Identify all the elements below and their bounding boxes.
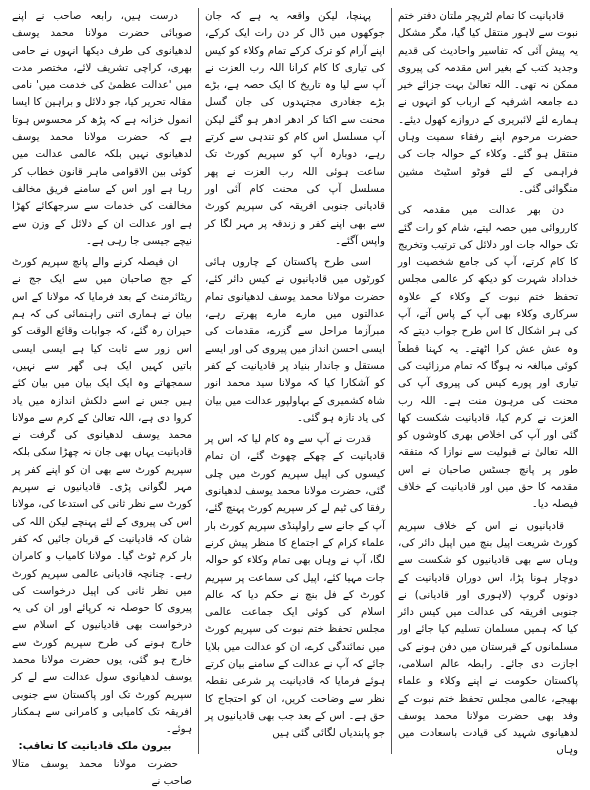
paragraph: قدرت نے آپ سے وہ کام لیا کہ اس پر قادیانیت کے چھکے چھوٹ گئے، ان تمام کیسوں کی اپیل سپریم کورٹ میں چلی گئی، حضرت مولانا محمد یوسف لدھیانوی رفقا کی ٹیم لے کر سپریم کورٹ پہنچ گئے، آپ کے جانے سے راولپنڈی سپریم کورٹ بار علماء کرام کے اجتماع کا منظر پیش کرنے لگا، آپ نے وہاں بھی تمام وکلاء کو حوالہ جات مہیا کئے، اپیل کی سماعت پر سپریم کورٹ کے فل بنچ نے حکم دیا کہ عالم اسلام کی کوئی ایک جماعت عالمی مجلس تحفظ ختم نبوت کی سپریم کورٹ میں نمائندگی کرے، ان کو عدالت میں بلایا جائے کہ آپ نے عدالت کے سامنے بیان کرتے ہوئے فرمایا کہ قادیانیت پر شرعی نقطہ نظر سے وضاحت کریں، ان کو احتجاج کا حق ہے۔ اس کے بعد جب بھی قادیانیوں پر جو پابندیاں لگائی گئی ہیں	[205, 433, 385, 740]
paragraph: قادیانیوں نے اس کے خلاف سپریم کورٹ شریعت اپیل بنچ میں اپیل دائر کی، وہاں سے بھی قادیانیوں کو شکست سے دوچار ہونا پڑا، اس دوران قادیانیت کے دونوں گروپ (لاہوری اور قادیانی) نے جنوبی افریقہ کی عدالت میں کیس دائر کیا کہ ہمیں مسلمان تسلیم کیا جائے اور مسلمانوں کے قبرستان میں دفن ہونے کی اجازت دی جائے۔ رابطہ عالم اسلامی، پاکستان حکومت نے اپنے وکلاء و علماء بھیجے، عالمی مجلس تحفظ ختم نبوت کے وفد بھی حضرت مولانا محمد یوسف لدھیانوی شہید کی قیادت باسعادت میں وہاں	[398, 519, 578, 757]
paragraph: حضرت مولانا محمد یوسف متالا صاحب نے	[12, 757, 192, 788]
paragraph: دن بھر عدالت میں مقدمہ کی کارروائی میں حصہ لیتے، شام کو رات گئے تک حوالہ جات اور دلائل کی ترتیب وتخریج کا کام کرتے، آپ کی جامع شخصیت اور خداداد شہرت کو دیکھ کر عالمی مجلس تحفظ ختم نبوت کے وکلاء کے علاوہ سرکاری وکلاء بھی آپ کے پاس آتے، آپ کی ہر اشکال کا اس طرح جواب دیتے کہ وہ عش عش کرا اٹھتے۔ یہ کہنا قطعاً کوئی مبالغہ نہ ہوگا کہ تمام مرزائیت کی تیاری اور پورے کیس کی پیروی آپ کی محنت کی مرہون منت ہے۔ اللہ رب العزت نے کرم کیا، قادیانیت شکست کھا گئی اور آپ کی اخلاص بھری کاوشوں کو اللہ تعالیٰ نے قبولیت سے نوازا کہ متفقہ طور پر پانچ جسٹس صاحبان نے اس مقدمہ کا حق میں اور قادیانیت کے خلاف فیصلہ دیا۔	[398, 204, 578, 511]
text-columns	[6, 8, 584, 788]
paragraph: پہنچا، لیکن واقعہ یہ ہے کہ جان جوکھوں میں ڈال کر دن رات ایک کرکے، اپنے آرام کو ترک کرکے تمام وکلاء کو کیس کی تیاری کا کام کرانا اللہ رب العزت نے آپ سے لیا وہ تاریخ کا ایک حصہ ہے، بڑے بڑے جغادری مجتہدوں کی جان گسل محنت سے اکتا کر ادھر ادھر ہو گئے لیکن آپ مسلسل اس کام کو تندہی سے کرتے رہے، دوبارہ آپ کو سپریم کورٹ تک ساعت ہوئی اللہ رب العزت نے پھر مسلسل آپ کی محنت کام آئی اور قادیانی جنوبی افریقہ کی سپریم کورٹ سے بھی اپنے کفر و زندقہ پر مہر لگا کر واپس آگئے۔	[205, 10, 385, 247]
column-right	[392, 8, 584, 757]
paragraph: درست ہیں، رابعہ صاحب نے اپنے صوبائی حضرت مولانا محمد یوسف لدھیانوی کی طرف دیکھا انہوں نے حامی بھری، کراچی تشریف لائے، مختصر مدت میں 'عدالت عظمیٰ کی خدمت میں' نامی مقالہ تحریر کیا، جو دلائل و براہین کا ایسا انمول خزانہ ہے کہ پڑھ کر محسوس ہوتا ہے کہ حضرت مولانا محمد یوسف لدھیانوی نہیں بلکہ عالمی عدالت میں کوئی بین الاقوامی ماہر قانون خطاب کر رہا ہے اور اس کے سامنے فریق مخالف مخالفت کی خدمات سے سرجھکائے کھڑا ہے اور عدالت ان کے دلائل کے وزن سے نیچے جیسی جا رہی ہے۔	[12, 10, 192, 247]
column-middle	[199, 8, 392, 754]
section-heading: بیرون ملک قادیانیت کا تعاقب:	[18, 740, 172, 753]
paragraph: اسی طرح پاکستان کے چاروں ہائی کورٹوں میں قادیانیوں نے کیس دائر کئے، حضرت مولانا محمد یوسف لدھیانوی تمام عدالتوں میں مارے مارے پھرتے رہے، مبرآزما مراحل سے گزرے، مقدمات کی ایسی احسن انداز میں پیروی کی اور ایسے مستقل و جاندار بنیاد پر قادیانیت کے کفر کو آشکارا کیا کہ مولانا سید محمد انور شاہ کشمیری کے بہاولپور عدالت میں بیان کی یاد تازہ ہو گئی۔	[204, 256, 385, 424]
paragraph: قادیانیت کا تمام لٹریچر ملتان دفتر ختم نبوت سے لاہور منتقل کیا گیا، مگر مشکل یہ پیش آئی کہ تفاسیر واحادیث کی قدیم وجدید کتب کے بغیر اس مقدمہ کی پیروی ممکن نہ تھی۔ اللہ تعالیٰ بہت جزائے خیر دے جامعہ اشرفیہ کے ارباب کو انہوں نے ہمارے لئے لائبریری کے دروازے کھول دیئے۔ حضرت مرحوم اپنے رفقاء سمیت وہاں منتقل ہو گئے۔ وکلاء کے حوالہ جات کی فراہمی کے لئے فوٹو اسٹیٹ مشین منگوائی گئی۔	[398, 10, 578, 195]
paragraph: ان فیصلہ کرنے والے پانچ سپریم کورٹ کے جج صاحبان میں سے ایک جج نے ریٹائرمنٹ کے بعد فرمایا کہ مولانا کے اس بیان نے ہماری اتنی راہنمائی کی کہ ہم حیران رہ گئے، کہ جوابات وقائع الوقت کو اس زور سے ثابت کیا ہے ایسی ایسی باتیں کہیں ایک ہی گھر سے نہیں، سمجھاتے وہ ایک ایک بیان میں بیان کئے ہیں جس نے اسے دلکش اندازہ میں یاد کروا دی ہے، اللہ تعالیٰ کے کرم سے مولانا محمد یوسف لدھیانوی کی گرفت نے قادیانیت یہاں بھی جان نہ چھڑا سکی بلکہ سپریم کورٹ سے بھی ان کو اپنے کفر پر مہر لگوانی پڑی۔ قادیانیوں نے سپریم کورٹ سے نظر ثانی کی استدعا کی، مولانا اس کی پیروی کے لئے پہنچے لیکن اللہ کی شان کہ قادیانیت کے قربان جائیں کہ کفر بار کرم ٹوٹ گیا۔ مولانا کامیاب و کامران رہے۔ چنانچہ قادیانی عالمی سپریم کورٹ میں نظر ثانی کی اپیل درخواست کی پیروی کا حوصلہ نہ کرپائے اور ان کی یہ درخواست بھی قادیانیوں کے اسلام سے خارج ہونے کی طرح سپریم کورٹ سے خارج ہو گئی، یوں حضرت مولانا محمد یوسف لدھیانوی سول عدالت سے لے کر سپریم کورٹ تک اور پاکستان سے جنوبی افریقہ تک کامیابی و کامرانی سے ہمکنار ہوئے۔	[12, 256, 192, 736]
column-left	[6, 8, 199, 788]
